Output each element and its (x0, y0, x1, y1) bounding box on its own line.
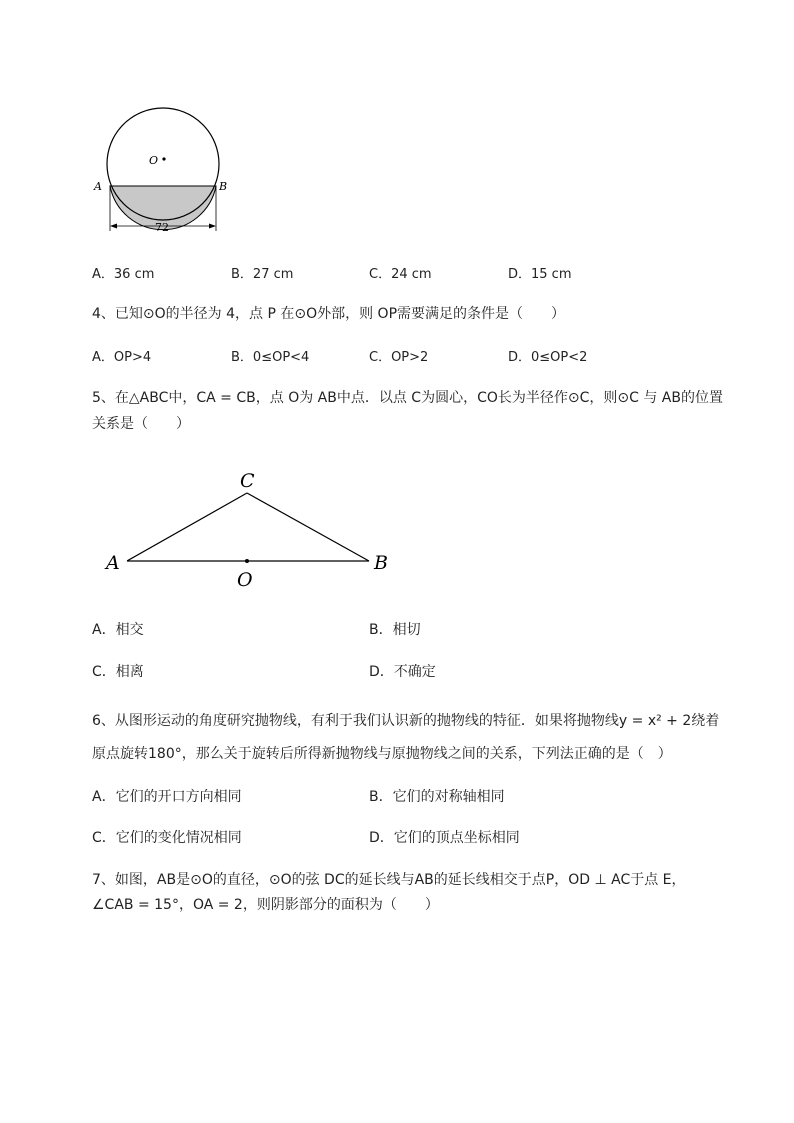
label-a: A (94, 180, 102, 193)
q3-option-b[interactable]: B．27 cm (231, 267, 294, 282)
q5-stem-line2: 关系是（ ） (92, 416, 190, 432)
arrow-right (209, 224, 216, 229)
q3-circle-figure (88, 98, 238, 240)
q5-option-a[interactable]: A．相交 (92, 622, 144, 638)
label-b: B (219, 180, 228, 193)
q5-option-d[interactable]: D．不确定 (369, 664, 436, 680)
q4-option-a[interactable]: A．OP>4 (92, 350, 152, 365)
q4-option-c[interactable]: C．OP>2 (369, 350, 429, 365)
label-a: A (106, 552, 120, 574)
label-b: B (374, 552, 388, 574)
q4-option-b[interactable]: B．0≤OP<4 (231, 350, 310, 365)
q7-stem-line1: 7、如图，AB是⊙O的直径，⊙O的弦 DC的延长线与AB的延长线相交于点P，OD ⊥ AC于点 E， (92, 872, 686, 888)
q3-option-d[interactable]: D．15 cm (508, 267, 572, 282)
q7-stem-line2: ∠CAB = 15°，OA = 2，则阴影部分的面积为（ ） (92, 897, 439, 913)
q3-option-c[interactable]: C．24 cm (369, 267, 432, 282)
side-ac (127, 493, 247, 561)
side-cb (247, 493, 369, 561)
q5-option-b[interactable]: B．相切 (369, 622, 421, 638)
q6-option-a[interactable]: A．它们的开口方向相同 (92, 789, 242, 805)
q5-option-c[interactable]: C．相离 (92, 664, 144, 680)
q4-stem: 4、已知⊙O的半径为 4，点 P 在⊙O外部，则 OP需要满足的条件是（ ） (92, 306, 566, 322)
q4-option-d[interactable]: D．0≤OP<2 (508, 350, 588, 365)
arrow-left (110, 224, 117, 229)
q5-triangle-figure (100, 462, 400, 592)
q6-option-c[interactable]: C．它们的变化情况相同 (92, 830, 242, 846)
q6-option-b[interactable]: B．它们的对称轴相同 (369, 789, 505, 805)
label-o: O (237, 569, 253, 591)
label-o: O (149, 154, 159, 167)
label-chord: 72 (155, 221, 169, 234)
q3-option-a[interactable]: A．36 cm (92, 267, 155, 282)
midpoint-o-dot (245, 559, 249, 563)
q5-stem-line1: 5、在△ABC中，CA = CB，点 O为 AB中点．以点 C为圆心，CO长为半径作⊙C，则⊙C 与 AB的位置 (92, 390, 723, 406)
center-dot (162, 157, 165, 160)
label-c: C (240, 470, 255, 492)
q6-stem-line1: 6、从图形运动的角度研究抛物线，有利于我们认识新的抛物线的特征．如果将抛物线y = x² + 2绕着 (92, 713, 720, 729)
q6-option-d[interactable]: D．它们的顶点坐标相同 (369, 830, 520, 846)
q6-stem-line2: 原点旋转180°，那么关于旋转后所得新抛物线与原抛物线之间的关系，下列法正确的是（ ） (92, 746, 672, 762)
